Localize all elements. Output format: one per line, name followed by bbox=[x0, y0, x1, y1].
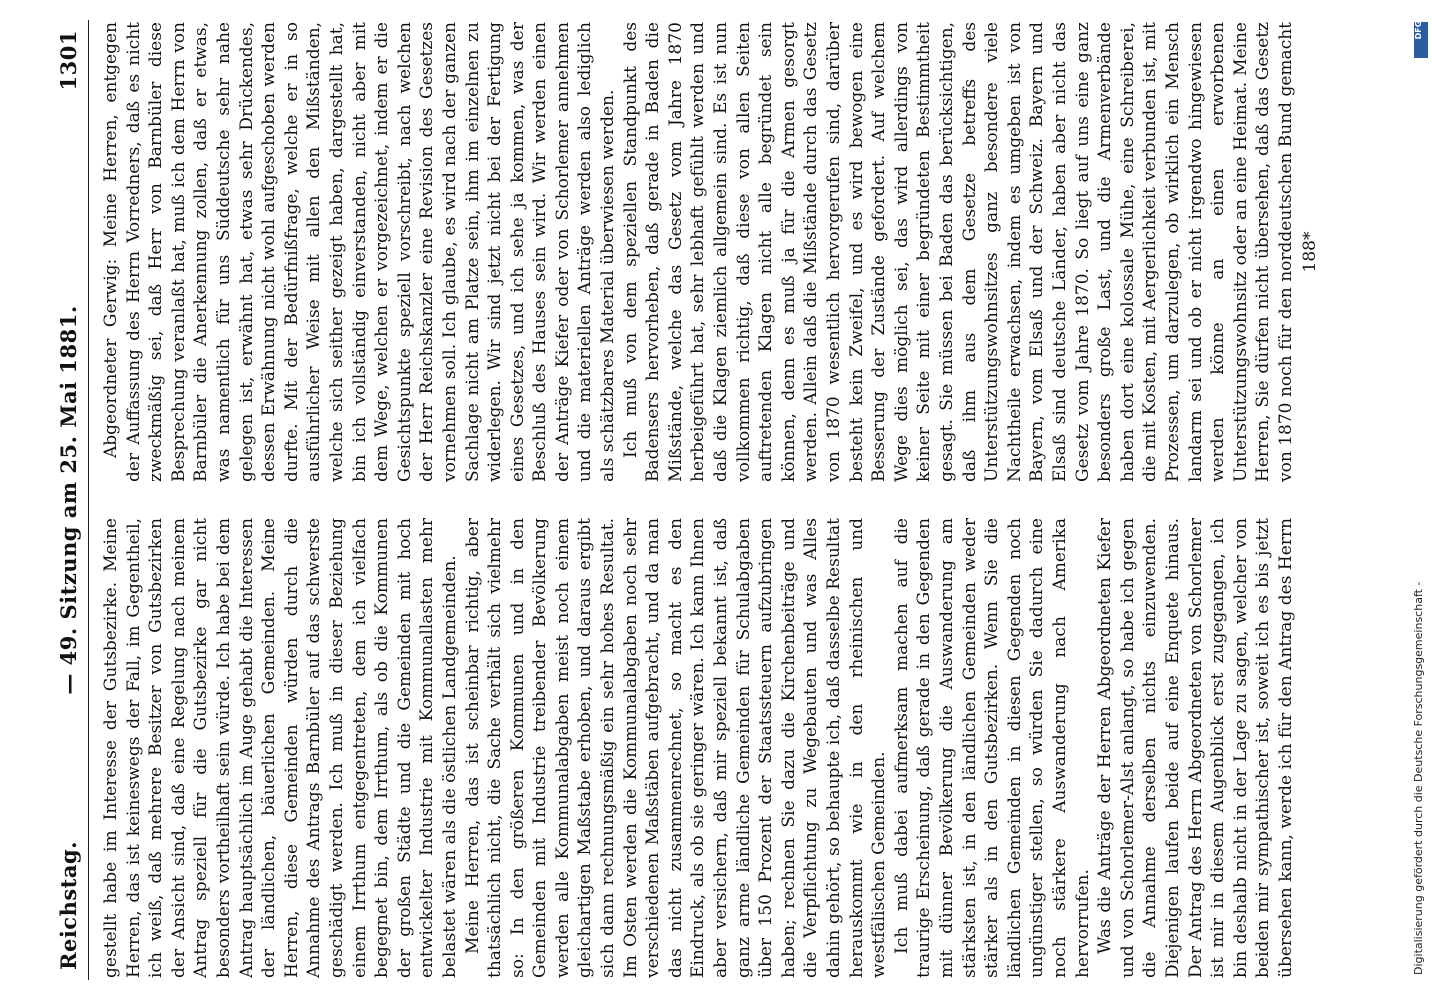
dfg-logo bbox=[1414, 22, 1428, 58]
left-column bbox=[100, 518, 1300, 978]
right-column bbox=[100, 22, 1300, 482]
paragraph: Meine Herren, das ist scheinbar richtig, aber thatsächlich nicht, die Sache verhält sich vielmehr so: In den größeren Kommunen und in den Gemeinden mit Industrie treibender Bevölkerung werden alle Kommunalabgaben meist noch einem gleichartigen Maßstabe erhoben, und daraus ergibt sich dann rechnungsmäßig ein sehr hohes Resultat. Im Osten werden die Kommunalabgaben noch sehr verschiedenen Maßstäben aufgebracht, und da man das nicht zusammenrechnet, so macht es den Eindruck, als ob sie geringer wären. Ich kann Ihnen aber versichern, daß mir speziell bekannt ist, daß ganz arme ländliche Gemeinden für Schulabgaben über 150 Prozent der Staatssteuern aufzubringen haben; rechnen Sie dazu die Kirchenbeiträge und die Verpflichtung zu Wegebauten und was Alles dahin gehört, so behaupte ich, daß dasselbe Resultat herauskommt wie in den rheinischen und westfälischen Gemeinden. bbox=[462, 518, 890, 978]
paragraph: Abgeordneter Gerwig: Meine Herren, entgegen der Auffassung des Herrn Vorredners, daß es nicht zweckmäßig sei, daß Herr von Barnbüler diese Besprechung veranlaßt hat, muß ich dem Herrn von Barnbüler die Anerkennung zollen, daß er etwas, was namentlich für uns Süddeutsche sehr nahe gelegen ist, erwähnt hat, etwas sehr Drückendes, dessen Erwähnung nicht wohl aufgeschoben werden durfte. Mit der Bedürfnißfrage, welche er in so ausführlicher Weise mit allen den Mißständen, welche sich seither gezeigt haben, dargestellt hat, bin ich vollständig einverstanden, nicht aber mit dem Wege, welchen er vorgezeichnet, indem er die Gesichtspunkte speziell vorschreibt, nach welchen der Herr Reichskanzler eine Revision des Gesetzes vornehmen soll. Ich glaube, es wird nach der ganzen Sachlage nicht am Platze sein, ihm im einzelnen zu widerlegen. Wir sind jetzt nicht bei der Fertigung eines Gesetzes, und ich sehe ja kommen, was der Beschluß des Hauses sein wird. Wir werden einen der Anträge Kiefer oder von Schorlemer annehmen und die materiellen Anträge werden also lediglich als schätzbares Material überwiesen werden. bbox=[101, 22, 619, 482]
signature-mark: 188* bbox=[1300, 231, 1320, 273]
header-center: — 49. Sitzung am 25. Mai 1881. bbox=[56, 305, 81, 695]
paragraph: Was die Anträge der Herren Abgeordneten Kiefer und von Schorlemer-Alst anlangt, so habe ich gegen die Annahme derselben nichts einzuwenden. Diejenigen laufen beide auf eine Enquete hinaus. Der Antrag des Herrn Abgeordneten von Schorlemer ist mir in diesem Augenblick erst zugegangen, ich bin deshalb nicht in der Lage zu sagen, welcher von beiden mir sympathischer ist, soweit ich es bis jetzt übersehen kann, werde ich für den Antrag des Herrn bbox=[1095, 518, 1296, 978]
digitization-watermark: Digitalisierung gefördert durch die Deutsche Forschungsgemeinschaft - bbox=[1412, 581, 1425, 975]
dfg-logo-text: DFG bbox=[1414, 20, 1423, 40]
paragraph: gestellt habe im Interesse der Gutsbezirke. Meine Herren, das ist keineswegs der Fall, im Gegentheil, ich weiß, daß mehrere Besitzer von Gutsbezirken der Ansicht sind, daß eine Regelung nach meinem Antrag speziell für die Gutsbezirke gar nicht besonders vortheilhaft sein würde. Ich habe bei dem Antrag hauptsächlich im Auge gehabt die Interessen der ländlichen, bäuerlichen Gemeinden. Meine Herren, diese Gemeinden würden durch die Annahme des Antrags Barnbüler auf das schwerste geschädigt werden. Ich muß in dieser Beziehung einem Irrthum entgegentreten, dem ich vielfach begegnet bin, dem Irrthum, als ob die Kommunen der großen Städte und die Gemeinden mit hoch entwickelter Industrie mit Kommunallasten mehr belastet wären als die östlichen Landgemeinden. bbox=[101, 518, 460, 978]
paragraph: Ich muß dabei aufmerksam machen auf die traurige Erscheinung, daß gerade in den Gegenden mit dünner Bevölkerung die Auswanderung am stärksten ist, in den ländlichen Gemeinden weder stärker als in den Gutsbezirken. Wenn Sie die ländlichen Gemeinden in diesen Gegenden noch ungünstiger stellen, so würden Sie dadurch eine noch stärkere Auswanderung nach Amerika hervorrufen. bbox=[891, 518, 1093, 978]
header-left: Reichstag. bbox=[56, 841, 81, 970]
page-number: 1301 bbox=[56, 30, 81, 91]
paragraph: Ich muß von dem speziellen Standpunkt des Badensers hervorheben, daß gerade in Baden die Mißstände, welche das Gesetz vom Jahre 1870 herbeigeführt hat, sehr lebhaft gefühlt werden und daß die Klagen ziemlich allgemein sind. Es ist nun vollkommen richtig, daß diese von allen Seiten auftretenden Klagen nicht alle begründet sein können, denn es muß ja für die Armen gesorgt werden. Allein daß die Mißstände durch das Gesetz von 1870 wesentlich hervorgerufen sind, darüber besteht kein Zweifel, und es wird bewogen eine Besserung der Zustände gefordert. Auf welchem Wege dies möglich sei, das wird allerdings von keiner Seite mit einer begründeten Bestimmtheit gesagt. Sie müssen bei Baden das berücksichtigen, daß ihm aus dem Gesetze betreffs des Unterstützungswohnsitzes ganz besondere viele Nachtheile erwachsen, indem es umgeben ist von Bayern, vom Elsaß und der Schweiz. Bayern und Elsaß sind deutsche Länder, haben aber nicht das Gesetz vom Jahre 1870. So liegt auf uns eine ganz besonders große Last, und die Armenverbände haben dort eine kolossale Mühe, eine Schreiberei, die mit Kosten, mit Aergerlichkeit verbunden ist, mit Prozessen, um darzulegen, ob wirklich ein Mensch landarm sei und ob er nicht irgendwo hingewiesen werden könne an einen erworbenen Unterstützungswohnsitz oder an eine Heimat. Meine Herren, Sie dürfen nicht übersehen, daß das Gesetz von 1870 noch für den norddeutschen Bund gemacht bbox=[620, 22, 1296, 482]
page-header bbox=[48, 20, 89, 980]
